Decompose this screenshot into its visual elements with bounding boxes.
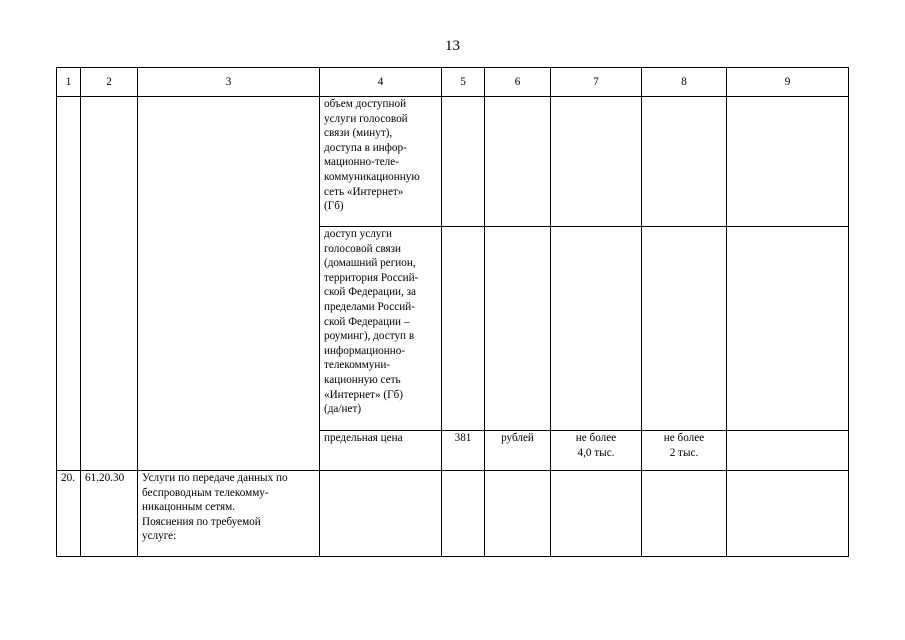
unit-cell: [485, 471, 551, 557]
unit-cell: рублей: [485, 431, 551, 471]
value-cell: [442, 471, 485, 557]
characteristic-cell: доступ услуги голосовой связи (домашний регион, территория Россий- ской Федерации, за пределами Россий- ской Федерации – роуминг), доступ в информационно- телекоммуни- кационную сеть «Интернет» (Гб) (да/нет): [320, 227, 442, 431]
header-cell-9: 9: [727, 68, 849, 97]
limit-cell: [551, 97, 642, 227]
characteristic-cell: объем доступной услуги голосовой связи (минут), доступа в инфор- мационно-теле- коммуникационную сеть «Интернет» (Гб): [320, 97, 442, 227]
header-cell-6: 6: [485, 68, 551, 97]
value-cell: 381: [442, 431, 485, 471]
note-cell: [727, 97, 849, 227]
limit-cell: [642, 227, 727, 431]
note-cell: [727, 227, 849, 431]
unit-cell: [485, 227, 551, 431]
code-cell: [81, 97, 138, 471]
header-cell-7: 7: [551, 68, 642, 97]
limit-cell: не более 2 тыс.: [642, 431, 727, 471]
row-number-cell: [57, 97, 81, 471]
table-row: [57, 97, 849, 227]
limit-cell: [551, 227, 642, 431]
header-cell-4: 4: [320, 68, 442, 97]
specification-table: [56, 67, 849, 557]
limit-cell: не более 4,0 тыс.: [551, 431, 642, 471]
page-number: 13: [445, 38, 460, 54]
value-cell: [442, 227, 485, 431]
note-cell: [727, 471, 849, 557]
header-cell-5: 5: [442, 68, 485, 97]
unit-cell: [485, 97, 551, 227]
characteristic-cell: предельная цена: [320, 431, 442, 471]
description-cell: [138, 97, 320, 471]
header-cell-1: 1: [57, 68, 81, 97]
header-cell-8: 8: [642, 68, 727, 97]
note-cell: [727, 431, 849, 471]
code-cell: 61.20.30: [81, 471, 138, 557]
row-number-cell: 20.: [57, 471, 81, 557]
characteristic-cell: [320, 471, 442, 557]
limit-cell: [642, 471, 727, 557]
limit-cell: [551, 471, 642, 557]
value-cell: [442, 97, 485, 227]
description-cell: Услуги по передаче данных по беспроводным телекомму- никацонным сетям. Пояснения по требуемой услуге:: [138, 471, 320, 557]
header-cell-3: 3: [138, 68, 320, 97]
header-cell-2: 2: [81, 68, 138, 97]
table-row: [57, 471, 849, 557]
limit-cell: [642, 97, 727, 227]
header-row: [57, 68, 849, 97]
